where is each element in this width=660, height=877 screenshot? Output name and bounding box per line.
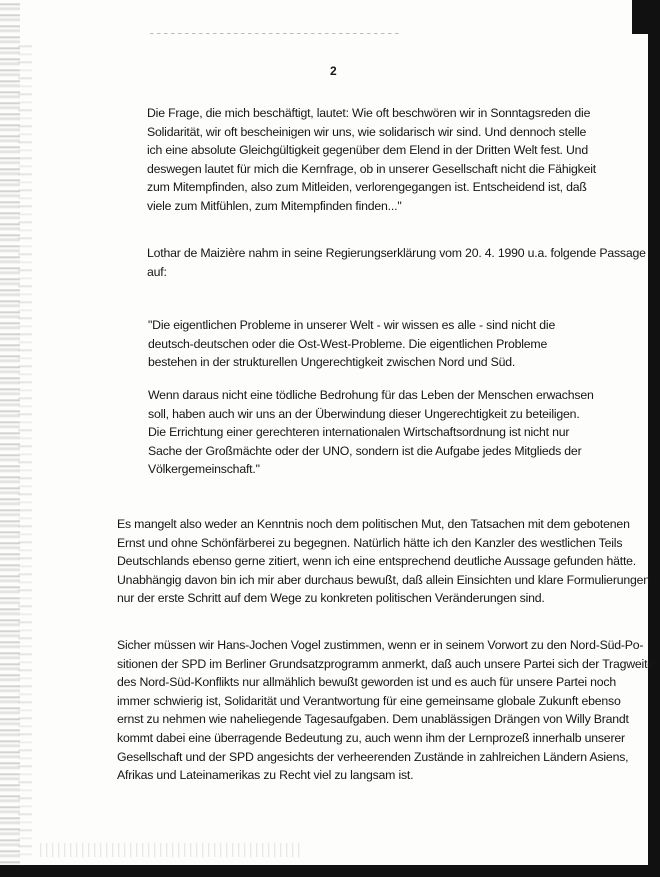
quote-paragraph-2b [148, 386, 594, 479]
text-line: Unabhängig davon bin ich mir aber durchaus bewußt, daß allein Einsichten und klare Formulierungen [117, 572, 650, 587]
text-line: Völkergemeinschaft." [148, 462, 260, 477]
text-line: kommt dabei eine überragende Bedeutung zu, auch wenn ihm der Lernprozeß innerhalb unserer [117, 730, 625, 745]
text-line: deutsch-deutschen oder die Ost-West-Probleme. Die eigentlichen Probleme [148, 336, 548, 351]
text-line: nur der erste Schritt auf dem Wege zu konkreten politischen Veränderungen sind. [117, 591, 545, 606]
intro-paragraph [147, 244, 646, 281]
page-number: 2 [330, 64, 337, 78]
body-paragraph-1 [117, 515, 650, 608]
scan-bottom-speck [40, 843, 300, 857]
scan-top-line [150, 33, 400, 34]
text-line: Afrikas und Lateinamerikas zu Recht viel zu langsam ist. [117, 768, 414, 783]
text-line: auf: [147, 264, 167, 279]
text-line: Lothar de Maizière nahm in seine Regierungserklärung vom 20. 4. 1990 u.a. folgende Passage [147, 246, 646, 260]
text-line: sitionen der SPD im Berliner Grundsatzprogramm anmerkt, daß auch unsere Partei sich der Tragweite [117, 656, 654, 671]
text-line: soll, haben auch wir uns an der Überwindung dieser Ungerechtigkeit zu beteiligen. [148, 406, 580, 421]
text-line: bestehen in der strukturellen Ungerechtigkeit zwischen Nord und Süd. [148, 355, 516, 370]
text-line: ich eine absolute Gleichgültigkeit gegenüber dem Elend in der Dritten Welt fest. Und [147, 143, 588, 158]
scan-bottom-edge [0, 865, 660, 877]
quote-paragraph-1 [147, 104, 596, 216]
scan-left-edge-shadow [18, 40, 32, 860]
text-line: Ernst und ohne Schönfärberei zu begegnen. Natürlich hätte ich den Kanzler des westlichen Teils [117, 535, 623, 550]
text-line: Die Errichtung einer gerechteren internationalen Wirtschaftsordnung ist nicht nur [148, 425, 570, 440]
text-line: zum Mitempfinden, also zum Mitleiden, verlorengegangen ist. Entscheidend ist, daß [147, 180, 587, 195]
text-line: Sicher müssen wir Hans-Jochen Vogel zustimmen, wenn er in seinem Vorwort zu den Nord-Süd-Po- [117, 638, 644, 652]
scan-left-edge [0, 0, 20, 877]
text-line: "Die eigentlichen Probleme in unserer Welt - wir wissen es alle - sind nicht die [148, 318, 556, 332]
text-line: viele zum Mitfühlen, zum Mitempfinden finden..." [147, 198, 402, 213]
scan-right-notch [632, 0, 648, 34]
text-line: immer schwierig ist, Solidarität und Verantwortung für eine gemeinsame globale Zukunft ebenso [117, 693, 621, 708]
body-paragraph-2 [117, 636, 654, 785]
text-line: Sache der Großmächte oder der UNO, sondern ist die Aufgabe jedes Mitglieds der [148, 443, 582, 458]
text-line: Deutschlands ebenso gerne zitiert, wenn ich eine entsprechend deutliche Aussage gefunden hätte. [117, 554, 637, 569]
text-line: Wenn daraus nicht eine tödliche Bedrohung für das Leben der Menschen erwachsen [148, 388, 594, 402]
text-line: Die Frage, die mich beschäftigt, lautet: Wie oft beschwören wir in Sonntagsreden die [147, 106, 591, 120]
text-line: Gesellschaft und der SPD angesichts der verheerenden Zustände in zahlreichen Ländern Asiens, [117, 749, 629, 764]
text-line: Solidarität, wir oft bescheinigen wir uns, wie solidarisch wir sind. Und dennoch stelle [147, 124, 587, 139]
text-line: ernst zu nehmen wie naheliegende Tagesaufgaben. Dem unablässigen Drängen von Willy Brandt [117, 712, 629, 727]
text-line: Es mangelt also weder an Kenntnis noch dem politischen Mut, den Tatsachen mit dem gebotenen [117, 517, 630, 531]
text-line: des Nord-Süd-Konflikts nur allmählich bewußt geworden ist und es auch für unsere Partei noch [117, 675, 617, 690]
quote-paragraph-2a [148, 316, 555, 372]
text-line: deswegen lautet für mich die Kernfrage, ob in unserer Gesellschaft nicht die Fähigkeit [147, 161, 596, 176]
